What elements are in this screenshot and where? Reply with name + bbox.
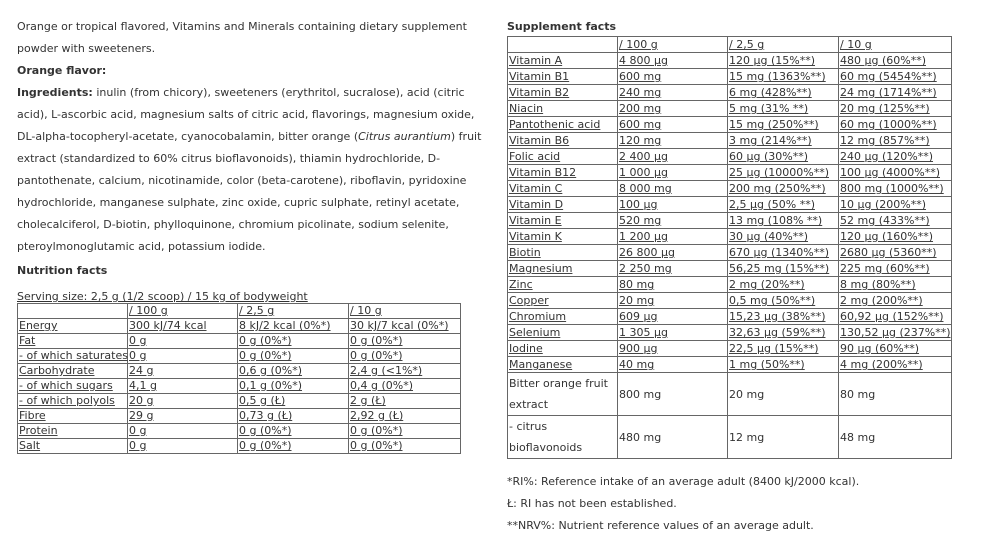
- table-cell: 480 µg (60%**): [839, 53, 952, 69]
- row-label: Vitamin D: [508, 197, 618, 213]
- table-row: [508, 149, 952, 165]
- table-cell: 480 mg: [618, 416, 728, 459]
- table-row: [18, 349, 461, 364]
- table-cell: 12 mg: [728, 416, 839, 459]
- table-cell: 48 mg: [839, 416, 952, 459]
- table-cell: 225 mg (60%**): [839, 261, 952, 277]
- table-row: [508, 325, 952, 341]
- row-label: Copper: [508, 293, 618, 309]
- table-cell: 60 mg (5454%**): [839, 69, 952, 85]
- table-cell: 240 µg (120%**): [839, 149, 952, 165]
- table-cell: 240 mg: [618, 85, 728, 101]
- table-cell: 0,4 g (0%*): [349, 379, 461, 394]
- column-header: / 10 g: [839, 37, 952, 53]
- ingredients-part1: inulin (from chicory), sweeteners (erythritol, sucralose), acid (citric acid), L-ascorbic acid, magnesium salts of citric acid, flavorings, magnesium oxide, DL-alpha-tocopheryl-acetate, cyanocobalamin, bitter orange (: [17, 86, 475, 143]
- table-cell: 52 mg (433%**): [839, 213, 952, 229]
- row-label: Carbohydrate: [18, 364, 128, 379]
- table-cell: 1 200 µg: [618, 229, 728, 245]
- table-cell: 20 g: [128, 394, 238, 409]
- row-label: Energy: [18, 319, 128, 334]
- table-row: [508, 341, 952, 357]
- ingredients-part2: ) fruit extract (standardized to 60% citrus bioflavonoids), thiamin hydrochloride, D-pantothenate, calcium, nicotinamide, color (beta-carotene), riboflavin, pyridoxine hydrochloride, manganese sulphate, zinc oxide, cupric sulphate, retinyl acetate, cholecalciferol, D-biotin, phylloquinone, chromium picolinate, sodium selenite, pteroylmonoglutamic acid, potassium iodide.: [17, 130, 482, 253]
- table-cell: 12 mg (857%**): [839, 133, 952, 149]
- row-label: Fat: [18, 334, 128, 349]
- footnotes: [507, 471, 987, 537]
- table-cell: 20 mg: [728, 373, 839, 416]
- column-header: / 100 g: [128, 304, 238, 319]
- table-row: [508, 165, 952, 181]
- table-cell: 300 kJ/74 kcal: [128, 319, 238, 334]
- nutrition-heading: Nutrition facts: [17, 264, 108, 277]
- table-cell: 20 mg (125%**): [839, 101, 952, 117]
- table-cell: 120 µg (15%**): [728, 53, 839, 69]
- serving-size: Serving size: 2,5 g (1/2 scoop) / 15 kg of bodyweight: [17, 290, 308, 303]
- footnote-ri: *RI%: Reference intake of an average adult (8400 kJ/2000 kcal).: [507, 475, 860, 488]
- table-cell: 2,92 g (Ł): [349, 409, 461, 424]
- row-label: - of which polyols: [18, 394, 128, 409]
- table-cell: 29 g: [128, 409, 238, 424]
- table-row: [508, 416, 952, 459]
- table-row: [18, 439, 461, 454]
- row-label: Salt: [18, 439, 128, 454]
- table-cell: 24 g: [128, 364, 238, 379]
- table-row: [508, 69, 952, 85]
- table-row: [508, 133, 952, 149]
- table-cell: 0 g (0%*): [349, 424, 461, 439]
- table-cell: 5 mg (31% **): [728, 101, 839, 117]
- ingredients-text: [17, 82, 487, 258]
- table-cell: 0 g (0%*): [238, 334, 349, 349]
- table-cell: 0 g (0%*): [349, 334, 461, 349]
- table-row: [508, 53, 952, 69]
- table-row: [18, 394, 461, 409]
- table-cell: 120 mg: [618, 133, 728, 149]
- table-cell: 0 g (0%*): [238, 349, 349, 364]
- table-cell: 0 g: [128, 349, 238, 364]
- table-row: [508, 309, 952, 325]
- row-label: Vitamin B6: [508, 133, 618, 149]
- row-label: Pantothenic acid: [508, 117, 618, 133]
- table-cell: 2 400 µg: [618, 149, 728, 165]
- table-cell: 520 mg: [618, 213, 728, 229]
- row-label: Vitamin K: [508, 229, 618, 245]
- ingredients-label: Ingredients:: [17, 86, 93, 99]
- table-cell: 80 mg: [618, 277, 728, 293]
- table-row: [508, 357, 952, 373]
- table-row: [508, 261, 952, 277]
- table-cell: 200 mg: [618, 101, 728, 117]
- table-cell: 15 mg (250%**): [728, 117, 839, 133]
- table-cell: 1 305 µg: [618, 325, 728, 341]
- row-label: Zinc: [508, 277, 618, 293]
- table-cell: 609 µg: [618, 309, 728, 325]
- row-label: Niacin: [508, 101, 618, 117]
- table-cell: 8 kJ/2 kcal (0%*): [238, 319, 349, 334]
- table-cell: 90 µg (60%**): [839, 341, 952, 357]
- footnote-ri-not-established: Ł: RI has not been established.: [507, 497, 677, 510]
- table-cell: 13 mg (108% **): [728, 213, 839, 229]
- nutrition-header-row: [18, 304, 461, 319]
- table-cell: 2,4 g (<1%*): [349, 364, 461, 379]
- row-label: Bitter orange fruit extract: [508, 373, 618, 416]
- row-label: Magnesium: [508, 261, 618, 277]
- ingredients-latin-name: Citrus aurantium: [358, 130, 451, 143]
- row-label: Vitamin E: [508, 213, 618, 229]
- supplement-table: [507, 36, 952, 459]
- table-cell: 200 mg (250%**): [728, 181, 839, 197]
- table-row: [18, 319, 461, 334]
- table-cell: 60,92 µg (152%**): [839, 309, 952, 325]
- right-column: [507, 18, 951, 459]
- table-cell: 26 800 µg: [618, 245, 728, 261]
- row-label: Manganese: [508, 357, 618, 373]
- table-cell: 8 mg (80%**): [839, 277, 952, 293]
- row-label: - of which saturates: [19, 349, 128, 362]
- table-cell: 15 mg (1363%**): [728, 69, 839, 85]
- row-label: Chromium: [508, 309, 618, 325]
- flavor-heading: Orange flavor:: [17, 64, 107, 77]
- table-row: [508, 229, 952, 245]
- row-label: Vitamin A: [508, 53, 618, 69]
- table-cell: 0,6 g (0%*): [238, 364, 349, 379]
- row-label: Vitamin C: [508, 181, 618, 197]
- table-cell: 2 mg (200%**): [839, 293, 952, 309]
- table-cell: 32,63 µg (59%**): [728, 325, 839, 341]
- row-label: - of which sugars: [18, 379, 128, 394]
- table-row: [508, 101, 952, 117]
- table-cell: 25 µg (10000%**): [728, 165, 839, 181]
- row-label: Biotin: [508, 245, 618, 261]
- table-cell: 100 µg: [618, 197, 728, 213]
- table-cell: 600 mg: [618, 69, 728, 85]
- table-cell: 15,23 µg (38%**): [728, 309, 839, 325]
- table-cell: 1 000 µg: [618, 165, 728, 181]
- table-row: [508, 245, 952, 261]
- supplement-heading: Supplement facts: [507, 20, 617, 33]
- row-label: Protein: [18, 424, 128, 439]
- table-cell: 0,5 mg (50%**): [728, 293, 839, 309]
- table-cell: 2680 µg (5360**): [839, 245, 952, 261]
- row-label: Selenium: [508, 325, 618, 341]
- table-cell: 0,73 g (Ł): [238, 409, 349, 424]
- row-label: Fibre: [18, 409, 128, 424]
- table-row: [508, 293, 952, 309]
- table-cell: 0 g: [128, 334, 238, 349]
- table-row: [508, 181, 952, 197]
- table-cell: 670 µg (1340%**): [728, 245, 839, 261]
- table-cell: 0 g: [128, 439, 238, 454]
- table-row: [18, 409, 461, 424]
- footnote-nrv: **NRV%: Nutrient reference values of an average adult.: [507, 519, 814, 532]
- table-cell: 6 mg (428%**): [728, 85, 839, 101]
- table-cell: 60 µg (30%**): [728, 149, 839, 165]
- table-cell: 20 mg: [618, 293, 728, 309]
- column-header: [18, 304, 128, 319]
- table-cell: 0 g (0%*): [349, 439, 461, 454]
- table-row: [508, 277, 952, 293]
- table-cell: 2 g (Ł): [349, 394, 461, 409]
- table-cell: 8 000 mg: [618, 181, 728, 197]
- table-cell: 100 µg (4000%**): [839, 165, 952, 181]
- table-cell: 10 µg (200%**): [839, 197, 952, 213]
- column-header: / 2,5 g: [728, 37, 839, 53]
- table-cell: 2,5 µg (50% **): [728, 197, 839, 213]
- table-cell: 4 800 µg: [618, 53, 728, 69]
- table-cell: 600 mg: [618, 117, 728, 133]
- table-row: [508, 197, 952, 213]
- table-cell: 24 mg (1714%**): [839, 85, 952, 101]
- table-cell: 130,52 µg (237%**): [840, 326, 951, 339]
- row-label: - citrus bioflavonoids: [508, 416, 618, 459]
- table-row: [508, 373, 952, 416]
- column-header: / 100 g: [618, 37, 728, 53]
- table-cell: 80 mg: [839, 373, 952, 416]
- table-cell: 56,25 mg (15%**): [728, 261, 839, 277]
- table-cell: 0 g: [128, 424, 238, 439]
- table-row: [18, 424, 461, 439]
- table-cell: 2 250 mg: [618, 261, 728, 277]
- column-header: / 10 g: [349, 304, 461, 319]
- table-row: [18, 364, 461, 379]
- table-row: [508, 213, 952, 229]
- table-cell: 22,5 µg (15%**): [728, 341, 839, 357]
- table-cell: 0,5 g (Ł): [238, 394, 349, 409]
- table-row: [18, 379, 461, 394]
- table-row: [508, 85, 952, 101]
- table-cell: 60 mg (1000%**): [839, 117, 952, 133]
- nutrition-table: [17, 303, 461, 454]
- table-row: [508, 117, 952, 133]
- table-cell: 30 kJ/7 kcal (0%*): [349, 319, 461, 334]
- row-label: Vitamin B12: [508, 165, 618, 181]
- table-cell: 30 µg (40%**): [728, 229, 839, 245]
- table-cell: 4,1 g: [128, 379, 238, 394]
- table-cell: 120 µg (160%**): [839, 229, 952, 245]
- product-intro: Orange or tropical flavored, Vitamins and Minerals containing dietary supplement powder with sweeteners.: [17, 20, 467, 55]
- table-cell: 900 µg: [618, 341, 728, 357]
- table-cell: 3 mg (214%**): [728, 133, 839, 149]
- row-label: Vitamin B2: [508, 85, 618, 101]
- table-row: [18, 334, 461, 349]
- table-cell: 0,1 g (0%*): [238, 379, 349, 394]
- table-cell: 800 mg (1000%**): [839, 181, 952, 197]
- supplement-header-row: [508, 37, 952, 53]
- table-cell: 0 g (0%*): [238, 424, 349, 439]
- row-label: Folic acid: [508, 149, 618, 165]
- row-label: Vitamin B1: [508, 69, 618, 85]
- table-cell: 0 g (0%*): [238, 439, 349, 454]
- table-cell: 40 mg: [618, 357, 728, 373]
- table-cell: 1 mg (50%**): [728, 357, 839, 373]
- left-column: [17, 16, 487, 454]
- table-cell: 4 mg (200%**): [839, 357, 952, 373]
- column-header: [508, 37, 618, 53]
- product-description: [17, 16, 487, 258]
- table-cell: 0 g (0%*): [349, 349, 461, 364]
- table-cell: 800 mg: [618, 373, 728, 416]
- column-header: / 2,5 g: [238, 304, 349, 319]
- row-label: Iodine: [508, 341, 618, 357]
- table-cell: 2 mg (20%**): [728, 277, 839, 293]
